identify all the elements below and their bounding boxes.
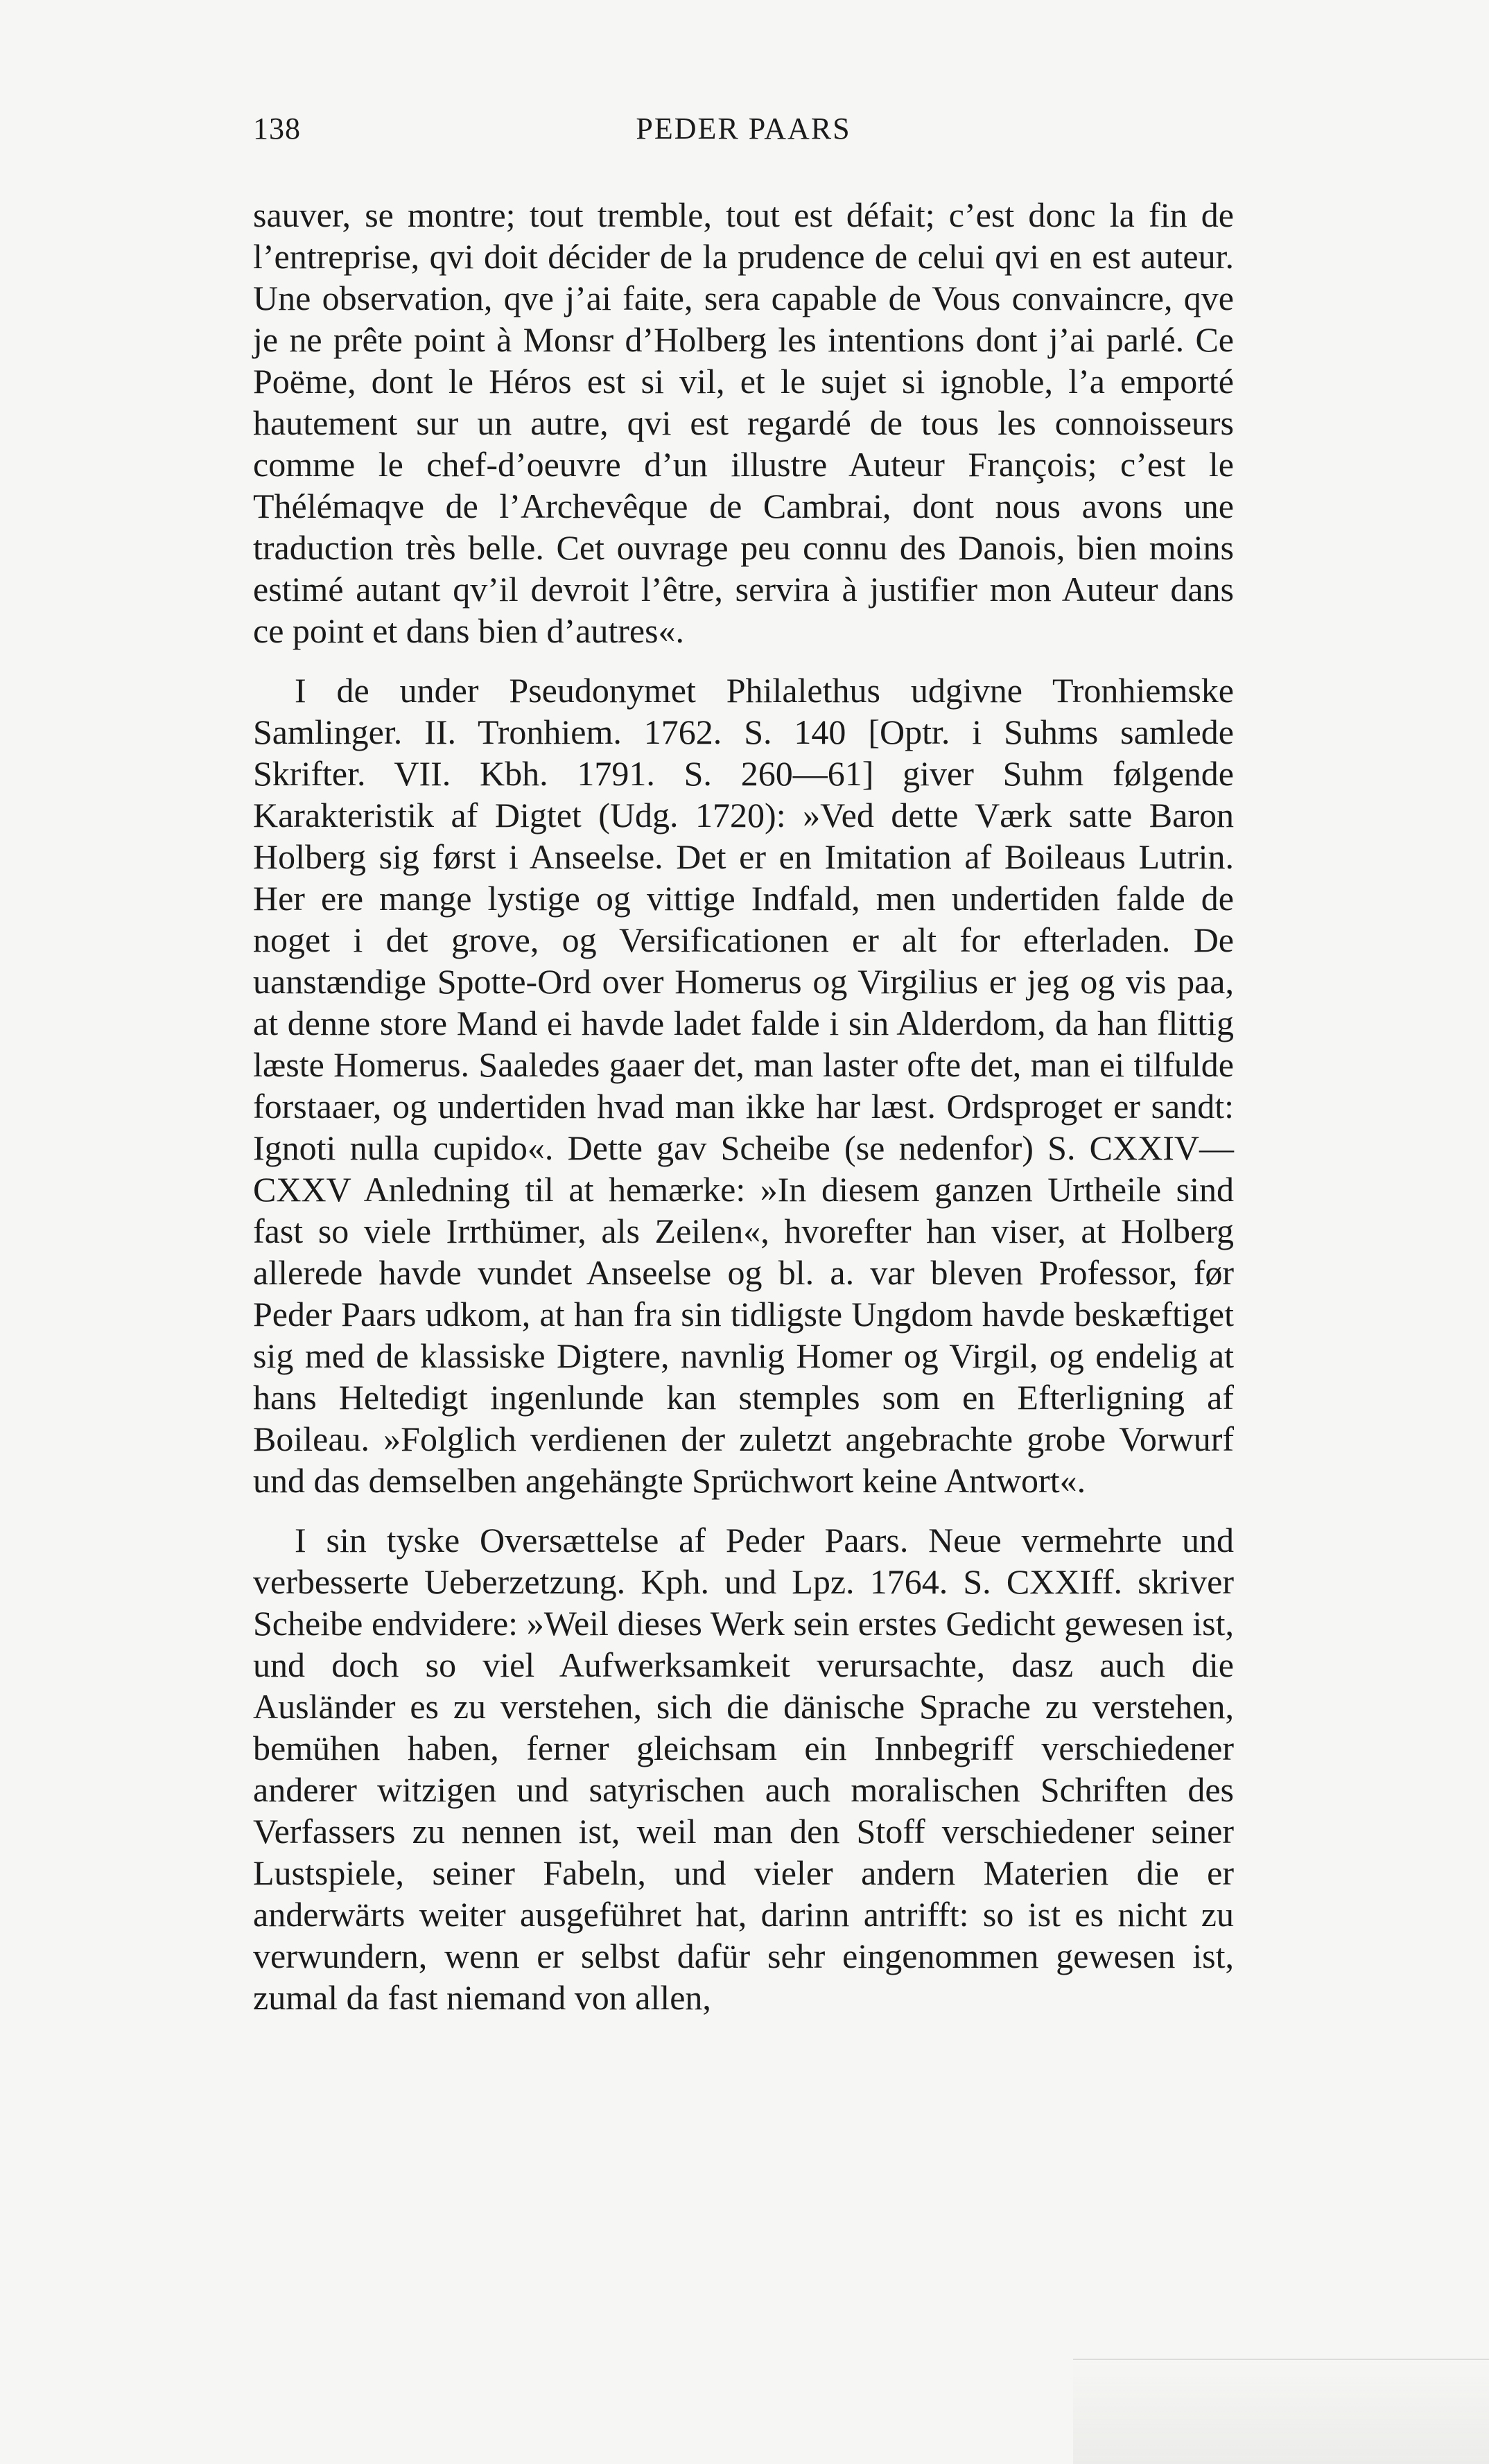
running-title: PEDER PAARS [636, 112, 851, 146]
scan-corner-shadow [1073, 2359, 1489, 2464]
paragraph-scheibe-translation: I sin tyske Oversættelse af Peder Paars. Neue vermehrte und verbesserte Ueberzetzung. Kph. und Lpz. 1764. S. CXXIff. skriver Scheibe endvidere: »Weil dieses Werk sein erstes Gedicht gewesen ist, und doch so viel Aufwerksamkeit verursachte, dasz auch die Ausländer es zu verstehen, sich die dänische Sprache zu verstehen, bemühen haben, ferner gleichsam ein Innbegriff verschiedener anderer witzigen und satyrischen auch moralischen Schriften des Verfassers zu nennen ist, weil man den Stoff verschiedener seiner Lustspiele, seiner Fabeln, und vieler andern Materien die er anderwärts weiter ausgeführet hat, darinn antrifft: so ist es nicht zu verwundern, wenn er selbst dafür sehr eingenommen gewesen ist, zumal da fast niemand von allen, [253, 1521, 1234, 2017]
paragraph-suhm-characteristic: I de under Pseudonymet Philalethus udgivne Tronhiemske Samlinger. II. Tronhiem. 1762. S. 140 [Optr. i Suhms samlede Skrifter. VII. Kbh. 1791. S. 260—61] giver Suhm følgende Karakteristik af Digtet (Udg. 1720): »Ved dette Værk satte Baron Holberg sig først i Anseelse. Det er en Imitation af Boileaus Lutrin. Her ere mange lystige og vittige Indfald, men undertiden falde de noget i det grove, og Versificationen er alt for efterladen. De uanstændige Spotte-Ord over Homerus og Virgilius er jeg og vis paa, at denne store Mand ei havde ladet falde i sin Alderdom, da han flittig læste Homerus. Saaledes gaaer det, man laster ofte det, man ei tilfulde forstaaer, og undertiden hvad man ikke har læst. Ordsproget er sandt: Ignoti nulla cupido«. Dette gav Scheibe (se nedenfor) S. CXXIV—CXXV Anledning til at hemærke: »In diesem ganzen Urtheile sind fast so viele Irrthümer, als Zeilen«, hvorefter han viser, at Holberg allerede havde vundet Anseelse og bl. a. var bleven Professor, før Peder Paars udkom, at han fra sin tidligste Ungdom havde beskæftiget sig med de klassiske Digtere, navnlig Homer og Virgil, og endelig at hans Heltedigt ingenlunde kan stemples som en Efterligning af Boileau. »Folglich verdienen der zuletzt angebrachte grobe Vorwurf und das demselben angehängte Sprüchwort keine Antwort«. [253, 671, 1234, 1500]
running-head [253, 111, 1234, 152]
body-text [253, 194, 1234, 2018]
paragraph-french-quotation: sauver, se montre; tout tremble, tout est défait; c’est donc la fin de l’entreprise, qvi doit décider de la prudence de celui qvi en est auteur. Une observation, qve j’ai faite, sera capable de Vous convaincre, qve je ne prête point à Monsr d’Holberg les intentions dont j’ai parlé. Ce Poëme, dont le Héros est si vil, et le sujet si ignoble, l’a emporté hautement sur un autre, qvi est regardé de tous les connoisseurs comme le chef-d’oeuvre d’un illustre Auteur François; c’est le Thélémaqve de l’Archevêque de Cambrai, dont nous avons une traduction très belle. Cet ouvrage peu connu des Danois, bien moins estimé autant qv’il devroit l’être, servira à justifier mon Auteur dans ce point et dans bien d’autres«. [253, 195, 1234, 650]
page-number: 138 [253, 112, 301, 146]
